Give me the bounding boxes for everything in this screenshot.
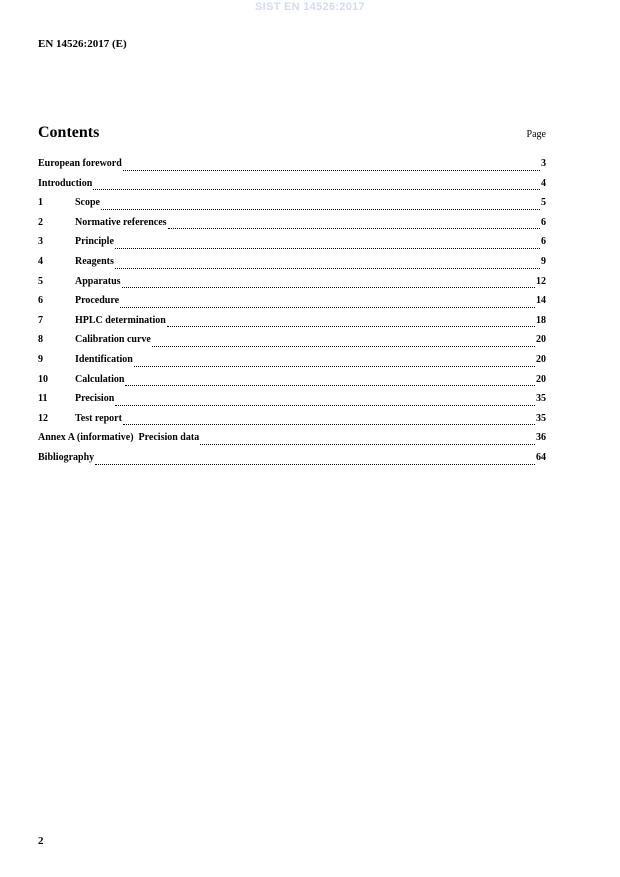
toc-entry-normative-references[interactable]: [38, 217, 546, 237]
contents-header: [38, 124, 546, 142]
dot-leader: [115, 404, 535, 406]
toc-entry-number: 7: [38, 314, 43, 326]
toc-entry-reagents[interactable]: [38, 256, 546, 276]
toc-entry-title: Procedure: [75, 295, 120, 307]
toc-entry-title: Bibliography: [38, 451, 95, 463]
document-id: EN 14526:2017 (E): [38, 38, 127, 50]
toc-entry-annex-a[interactable]: [38, 432, 546, 452]
toc-entry-page: 64: [536, 451, 546, 463]
dot-leader: [95, 463, 535, 465]
dot-leader: [125, 384, 535, 386]
toc-entry-page: 5: [541, 197, 546, 209]
toc-entry-number: 10: [38, 373, 48, 385]
dot-leader: [123, 423, 535, 425]
toc-entry-title: Identification: [75, 353, 133, 365]
page-number: 2: [38, 835, 44, 847]
toc-entry-page: 18: [536, 314, 546, 326]
toc-entry-calibration-curve[interactable]: [38, 334, 546, 354]
toc-entry-title: Apparatus: [75, 275, 121, 287]
toc-entry-number: 6: [38, 295, 43, 307]
toc-entry-page: 36: [536, 432, 546, 444]
toc-entry-number: 5: [38, 275, 43, 287]
dot-leader: [167, 325, 535, 327]
toc-entry-title: European foreword: [38, 158, 122, 169]
toc-entry-page: 6: [541, 236, 546, 248]
dot-leader: [152, 345, 535, 347]
toc-entry-number: 1: [38, 197, 43, 209]
toc-entry-title: Annex A (informative) Precision data: [38, 432, 200, 444]
toc-entry-introduction[interactable]: [38, 178, 546, 198]
toc-entry-title: Calculation: [75, 373, 125, 385]
toc-entry-bibliography[interactable]: [38, 452, 546, 472]
toc-entry-page: 12: [536, 275, 546, 287]
watermark: SIST EN 14526:2017: [255, 1, 365, 13]
toc-entry-page: 20: [536, 353, 546, 365]
toc-entry-principle[interactable]: [38, 236, 546, 256]
toc-entry-number: 8: [38, 334, 43, 346]
toc-entry-precision[interactable]: [38, 393, 546, 413]
toc-entry-title: Reagents: [75, 255, 114, 267]
toc-entry-identification[interactable]: [38, 354, 546, 374]
toc-entry-page: 6: [541, 216, 546, 228]
dot-leader: [200, 443, 535, 445]
dot-leader: [123, 169, 540, 171]
toc-entry-number: 3: [38, 236, 43, 248]
toc-entry-title: Scope: [75, 197, 100, 209]
dot-leader: [134, 365, 535, 367]
toc-entry-title: Calibration curve: [75, 334, 151, 346]
toc-entry-number: 2: [38, 216, 43, 228]
toc-entry-title: Normative references: [75, 216, 167, 228]
toc-entry-hplc-determination[interactable]: [38, 315, 546, 335]
toc-entry-test-report[interactable]: [38, 413, 546, 433]
dot-leader: [93, 188, 540, 190]
toc-entry-procedure[interactable]: [38, 295, 546, 315]
dot-leader: [168, 227, 540, 229]
dot-leader: [120, 306, 535, 308]
contents-title: Contents: [38, 124, 100, 141]
toc-entry-title: Test report: [75, 412, 122, 424]
dot-leader: [122, 286, 535, 288]
toc-entry-page: 4: [541, 177, 546, 189]
toc-entry-page: 9: [541, 255, 546, 267]
dot-leader: [115, 247, 540, 249]
toc-entry-number: 11: [38, 393, 48, 405]
toc-entry-page: 14: [536, 295, 546, 307]
toc-entry-number: 9: [38, 353, 43, 365]
toc-entry-apparatus[interactable]: [38, 276, 546, 296]
toc-entry-european-foreword[interactable]: [38, 158, 546, 178]
toc-entry-title: Introduction: [38, 177, 93, 189]
toc-entry-title: Principle: [75, 236, 114, 248]
toc-entry-scope[interactable]: [38, 197, 546, 217]
toc-entry-page: 20: [536, 334, 546, 346]
table-of-contents: [38, 158, 546, 472]
toc-entry-title: HPLC determination: [75, 314, 166, 326]
toc-entry-calculation[interactable]: [38, 374, 546, 394]
dot-leader: [101, 208, 540, 210]
toc-entry-number: 12: [38, 412, 48, 424]
toc-entry-number: 4: [38, 255, 43, 267]
toc-entry-page: 3: [541, 158, 546, 169]
toc-entry-page: 35: [536, 412, 546, 424]
page-column-label: Page: [526, 129, 546, 140]
toc-entry-title: Precision: [75, 393, 115, 405]
dot-leader: [115, 267, 540, 269]
toc-entry-page: 35: [536, 393, 546, 405]
toc-entry-page: 20: [536, 373, 546, 385]
